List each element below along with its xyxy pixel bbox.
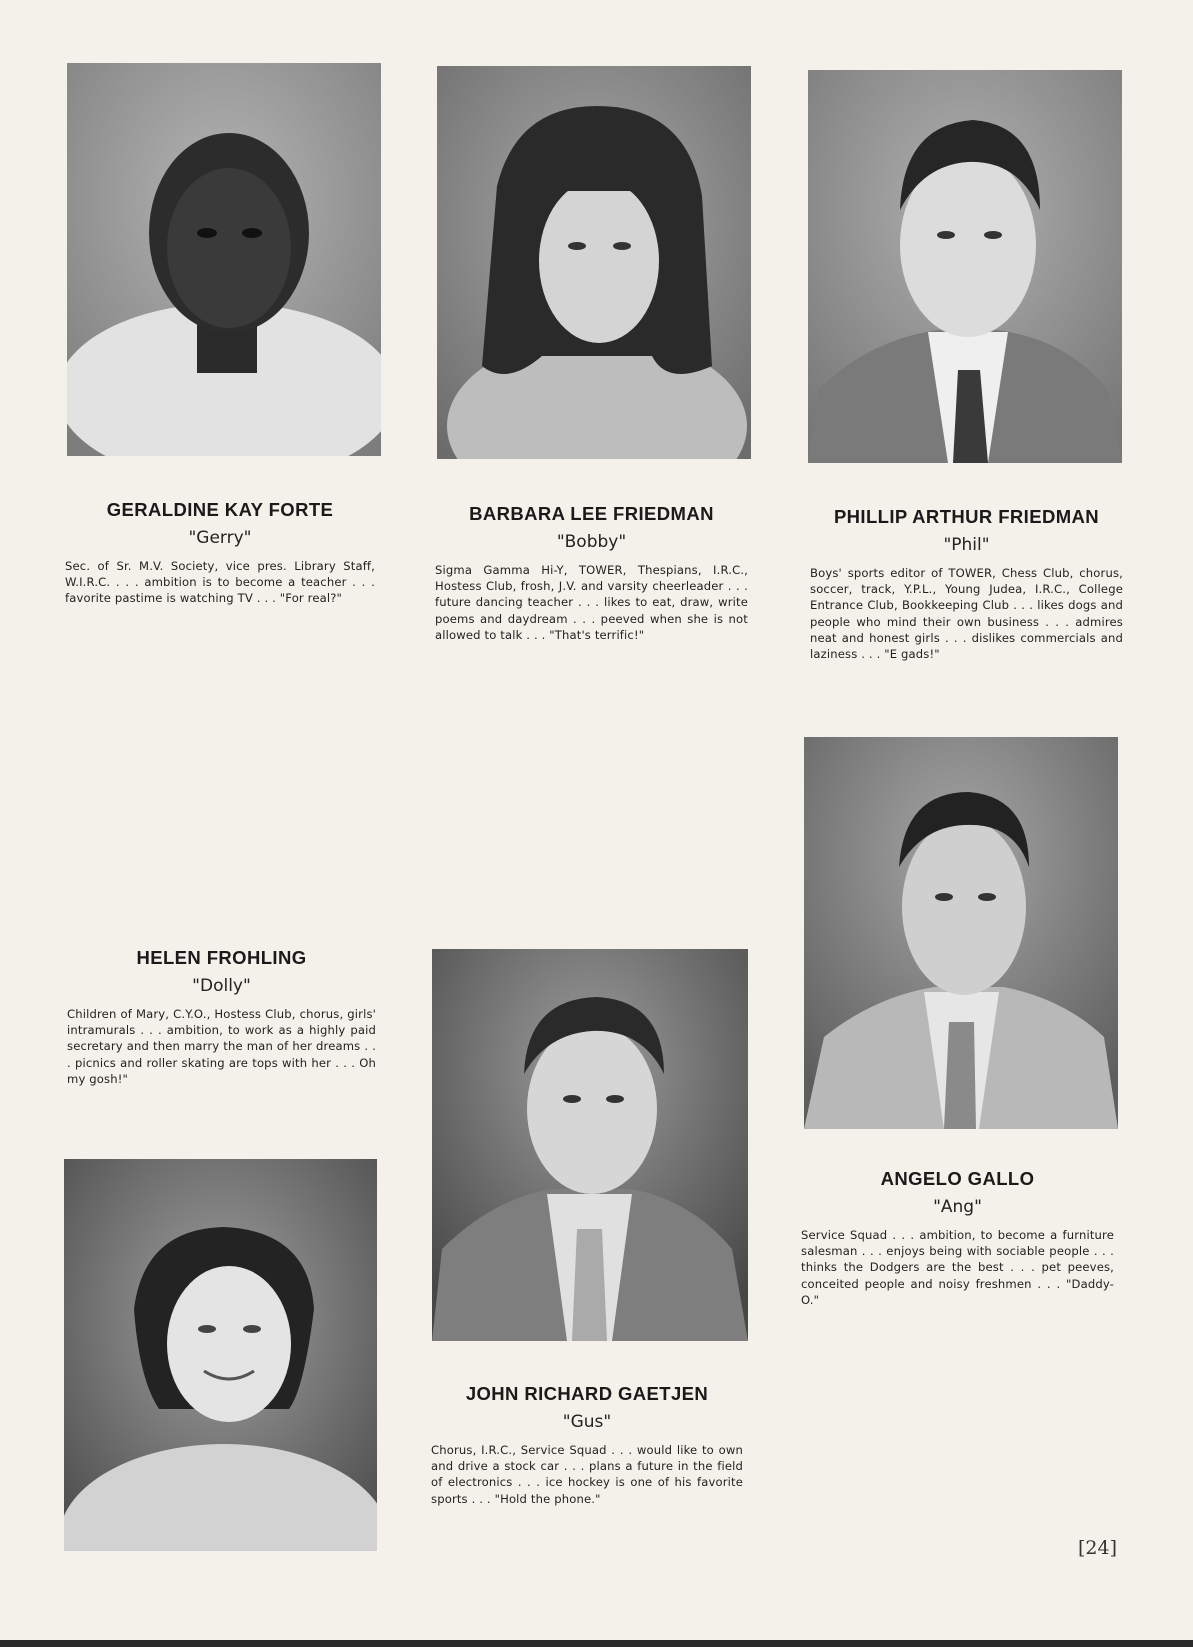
bottom-edge [0, 1640, 1193, 1647]
portrait-photo-barbara [437, 66, 751, 459]
student-name: ANGELO GALLO [880, 1168, 1035, 1189]
student-bio: Sec. of Sr. M.V. Society, vice pres. Library Staff, W.I.R.C. . . . ambition is to become a teacher . . . favorite pastime is watching TV . . . "For real?" [65, 559, 375, 606]
student-name: HELEN FROHLING [136, 947, 307, 968]
portrait-photo-helen [64, 1159, 377, 1551]
student-nickname: "Ang" [933, 1197, 982, 1217]
student-nickname: "Gus" [562, 1412, 612, 1432]
student-nickname: "Gerry" [188, 528, 252, 548]
student-name: PHILLIP ARTHUR FRIEDMAN [833, 506, 1100, 527]
student-nickname: "Phil" [943, 535, 990, 555]
student-entry-john [431, 1383, 743, 1507]
student-entry-angelo [801, 1168, 1114, 1308]
portrait-photo-john [432, 949, 748, 1341]
student-entry-geraldine [65, 499, 375, 607]
student-nickname: "Dolly" [192, 976, 251, 996]
student-entry-phillip [810, 506, 1123, 662]
student-entry-helen [67, 947, 376, 1087]
student-entry-barbara [435, 503, 748, 643]
student-bio: Service Squad . . . ambition, to become a furniture salesman . . . enjoys being with sociable people . . . thinks the Dodgers are the best . . . pet peeves, conceited people and noisy freshmen . . . "Daddy-O." [801, 1228, 1114, 1307]
student-bio: Sigma Gamma Hi-Y, TOWER, Thespians, I.R.C., Hostess Club, frosh, J.V. and varsity cheerleader . . . future dancing teacher . . . likes to eat, draw, write poems and daydream . . . peeved when she is not allowed to talk . . . "That's terrific!" [435, 563, 748, 642]
portrait-photo-phillip [808, 70, 1122, 463]
student-name: BARBARA LEE FRIEDMAN [469, 503, 714, 524]
page-number: [24] [1078, 1537, 1118, 1559]
student-name: JOHN RICHARD GAETJEN [465, 1383, 709, 1404]
student-bio: Chorus, I.R.C., Service Squad . . . would like to own and drive a stock car . . . plans a future in the field of electronics . . . ice hockey is one of his favorite sports . . . "Hold the phone." [431, 1443, 743, 1506]
student-nickname: "Bobby" [556, 532, 627, 552]
portrait-photo-angelo [804, 737, 1118, 1129]
student-name: GERALDINE KAY FORTE [106, 499, 334, 520]
portrait-photo-geraldine [67, 63, 381, 456]
student-bio: Boys' sports editor of TOWER, Chess Club, chorus, soccer, track, Y.P.L., Young Judea, I.R.C., College Entrance Club, Bookkeeping Club . . . likes dogs and people who mind their own business . . . admires neat and honest girls . . . dislikes commercials and laziness . . . "E gads!" [810, 566, 1123, 662]
student-bio: Children of Mary, C.Y.O., Hostess Club, chorus, girls' intramurals . . . ambition, to work as a highly paid secretary and then marry the man of her dreams . . . picnics and roller skating are tops with her . . . Oh my gosh!" [67, 1007, 376, 1086]
